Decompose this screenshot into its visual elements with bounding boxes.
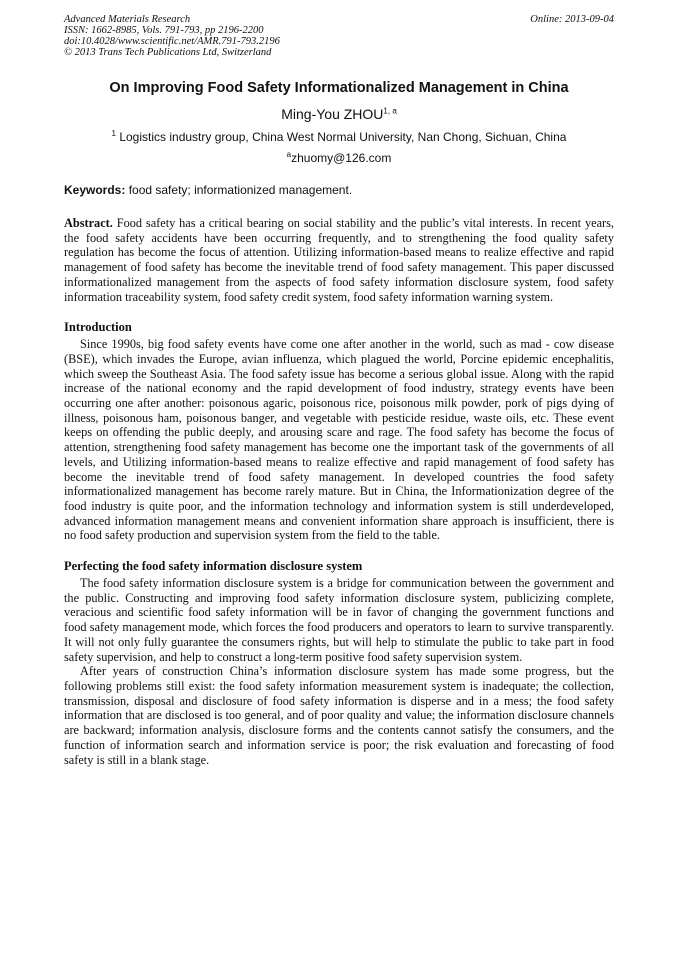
paragraph: After years of construction China’s information disclosure system has made some progress, but the following problems still exist: the food safety information measurement system is inadequate; the collection, transmission, disposal and disclosure of food safety information is disperse and in a mess; the food safety information that are disclosed is too general, and of poor quality and value; the information disclosure channels are backward; information analysis, disclosure forms and the contents cannot satisfy the consumers, and the function of information search and information service is poor; the risk evaluation and forecasting of food safety is still in a blank stage. (64, 664, 614, 767)
author-superscript: 1, a (383, 106, 397, 116)
email-text: zhuomy@126.com (291, 151, 392, 165)
keywords (64, 183, 614, 198)
journal-name: Advanced Materials Research (64, 14, 191, 25)
affiliation-text: Logistics industry group, China West Normal University, Nan Chong, Sichuan, China (116, 130, 567, 144)
paragraph: The food safety information disclosure system is a bridge for communication between the government and the public. Constructing and improving food safety information disclosure system, publicizing complete, veracious and scientific food safety information will be in favor of changing the government functions and food safety management mode, which forces the food producers and operators to learn to survive transparently. It will not only fully guarantee the consumers rights, but will help to stimulate the public to take part in food safety supervision, and help to construct a long-term positive food safety supervision system. (64, 576, 614, 664)
abstract-label: Abstract. (64, 216, 113, 230)
affiliation-superscript: 1 (111, 129, 116, 138)
section-heading: Introduction (64, 320, 132, 335)
keywords-label: Keywords: (64, 183, 126, 197)
abstract (64, 216, 614, 304)
section-heading: Perfecting the food safety information disclosure system (64, 559, 363, 574)
abstract-text: Food safety has a critical bearing on social stability and the public’s vital interests. In recent years, the food safety accidents have been occurring frequently, and to strengthening the food quality safety regulation has become the focus of attention. Utilizing information-based means to realize effective and rapid management of food safety has become the inevitable trend of food safety management. This paper discussed informationalized management from the aspects of food safety information disclosure system, food safety information traceability system, food safety credit system, food safety information warning system. (64, 216, 614, 304)
keywords-text: food safety; informationized management. (125, 183, 353, 197)
issn-line: ISSN: 1662-8985, Vols. 791-793, pp 2196-2200 (64, 25, 264, 36)
paragraph: Since 1990s, big food safety events have come one after another in the world, such as mad - cow disease (BSE), which invades the Europe, avian influenza, which plagued the world, Porcine epidemic encephalitis, which sweep the Southeast Asia. The food safety issue has become a serious global issue. Along with the rapid increase of the national economy and the rapid development of food industry, strategy events have been occurring one after another: poisonous agaric, poisonous rice, poisonous milk powder, pork of pigs dying of illness, poisonous ham, poisonous banger, and vegetable with pesticide residue, waste oils, etc. These event keeps on offending the public deeply, and arousing scare and rage. The food safety has become the focus of attention, strengthening food safety management has become one the important task of the governments of all levels, and Utilizing information-based means to realize effective and rapid management of food safety has become the inevitable trend of food safety management. In developed countries the food safety informationalized management has become rarely mature. But in China, the Informationization degree of the food industry is quite poor, and the information technology and information system is still underdeveloped, advanced information management means and convenient information share approach is insufficient, there is no food safety production and supervision system from the field to the table. (64, 337, 614, 543)
author-email (64, 151, 614, 166)
paper-title: On Improving Food Safety Informationalized Management in China (109, 80, 569, 96)
author-name: Ming-You ZHOU (281, 106, 384, 122)
online-date: Online: 2013-09-04 (530, 14, 614, 25)
affiliation (64, 130, 614, 145)
journal-header (64, 14, 614, 58)
doi-line: doi:10.4028/www.scientific.net/AMR.791-793.2196 (64, 36, 280, 47)
author-line (64, 105, 614, 123)
copyright-line: © 2013 Trans Tech Publications Ltd, Switzerland (64, 47, 272, 58)
section-introduction (64, 320, 614, 543)
section-disclosure-system (64, 559, 614, 767)
email-superscript: a (286, 150, 292, 159)
